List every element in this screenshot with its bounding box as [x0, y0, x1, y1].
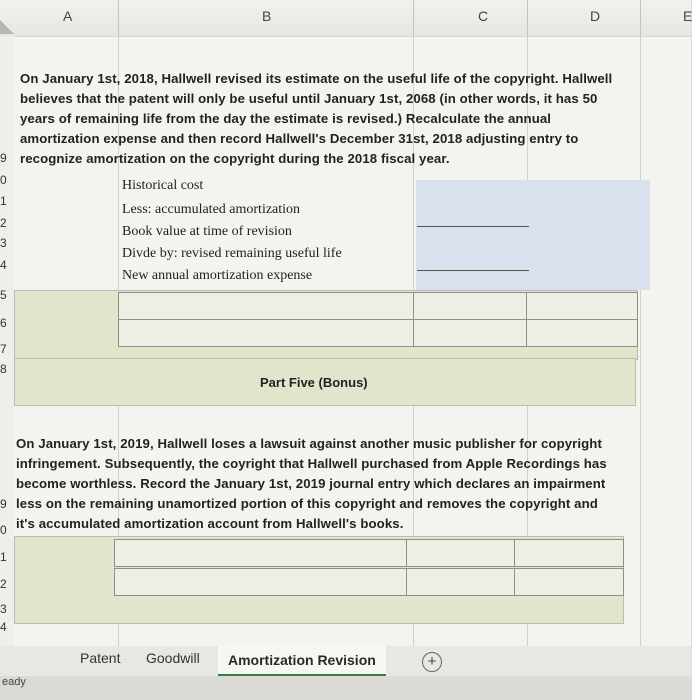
- calc-side-cells[interactable]: [530, 180, 650, 290]
- row-number[interactable]: 5: [0, 288, 7, 302]
- row-number[interactable]: 1: [0, 194, 7, 208]
- row-number[interactable]: 4: [0, 620, 7, 634]
- row-number[interactable]: 4: [0, 258, 7, 272]
- entry-debit-cell[interactable]: [406, 568, 516, 596]
- add-sheet-icon[interactable]: +: [422, 652, 442, 672]
- row-number[interactable]: 0: [0, 173, 7, 187]
- part-four-prompt: On January 1st, 2018, Hallwell revised its estimate on the useful life of the copyright. Hallwell believes that the patent will only be useful until January 1st, 2068 (in other words, it has 50 years of remaining life from the day the estimate is revised.) Recalculate the annual amortization expense and then record Hallwell's December 31st, 2018 adjusting entry to recognize amortization on the copyright during the 2018 fiscal year.: [20, 71, 613, 166]
- row-number[interactable]: 9: [0, 151, 7, 165]
- part-five-title: Part Five (Bonus): [260, 375, 368, 390]
- worksheet-grid[interactable]: [14, 36, 691, 646]
- column-header-c[interactable]: C: [478, 8, 489, 24]
- calc-label-book-value: Book value at time of revision: [122, 224, 292, 239]
- divisor-underline: [417, 270, 529, 271]
- tab-goodwill[interactable]: Goodwill: [146, 650, 200, 666]
- row-number[interactable]: 6: [0, 316, 7, 330]
- row-number[interactable]: 3: [0, 236, 7, 250]
- entry-debit-cell[interactable]: [413, 292, 528, 320]
- part-five-prompt: On January 1st, 2019, Hallwell loses a lawsuit against another music publisher for copyright infringement. Subsequently, the coyright that Hallwell purchased from Apple Recordings has become worthless. Record the January 1st, 2019 journal entry which declares an impairment less on the remaining unamortized portion of this copyright and removes the copyright and it's accumulated amortization account from Hallwell's books.: [16, 436, 607, 531]
- row-number[interactable]: 8: [0, 362, 7, 376]
- entry-credit-cell[interactable]: [526, 319, 638, 347]
- column-header-b[interactable]: B: [262, 8, 272, 24]
- row-number[interactable]: 9: [0, 497, 7, 511]
- entry-account-cell[interactable]: [114, 568, 408, 596]
- calc-label-accumulated-amortization: Less: accumulated amortization: [122, 202, 301, 217]
- select-all-corner[interactable]: [0, 20, 14, 34]
- calc-label-remaining-life: Divde by: revised remaining useful life: [122, 246, 342, 261]
- row-header-bar: [0, 36, 15, 646]
- column-header-e[interactable]: E: [683, 8, 692, 24]
- row-number[interactable]: 0: [0, 523, 7, 537]
- sheet-tab-bar: [0, 646, 691, 676]
- column-header-a[interactable]: A: [63, 8, 73, 24]
- entry-credit-cell[interactable]: [514, 539, 624, 567]
- row-number[interactable]: 2: [0, 577, 7, 591]
- calc-label-new-expense: New annual amortization expense: [122, 268, 313, 283]
- status-text: eady: [2, 676, 26, 688]
- tab-patent[interactable]: Patent: [80, 650, 121, 666]
- entry-account-cell[interactable]: [118, 292, 415, 320]
- row-number[interactable]: 7: [0, 342, 7, 356]
- row-number[interactable]: 1: [0, 550, 7, 564]
- entry-credit-cell[interactable]: [526, 292, 638, 320]
- calc-label-historical-cost: Historical cost: [122, 178, 204, 193]
- row-number[interactable]: 2: [0, 216, 7, 230]
- subtotal-underline: [417, 226, 529, 227]
- entry-account-cell[interactable]: [114, 539, 408, 567]
- status-bar: [0, 676, 691, 700]
- tab-amortization-revision[interactable]: Amortization Revision: [218, 646, 386, 677]
- column-header-bar: [0, 0, 691, 37]
- column-header-d[interactable]: D: [590, 8, 601, 24]
- row-number[interactable]: 3: [0, 602, 7, 616]
- entry-debit-cell[interactable]: [413, 319, 528, 347]
- entry-account-cell[interactable]: [118, 319, 415, 347]
- entry-debit-cell[interactable]: [406, 539, 516, 567]
- calc-value-cells[interactable]: [416, 180, 530, 290]
- entry-credit-cell[interactable]: [514, 568, 624, 596]
